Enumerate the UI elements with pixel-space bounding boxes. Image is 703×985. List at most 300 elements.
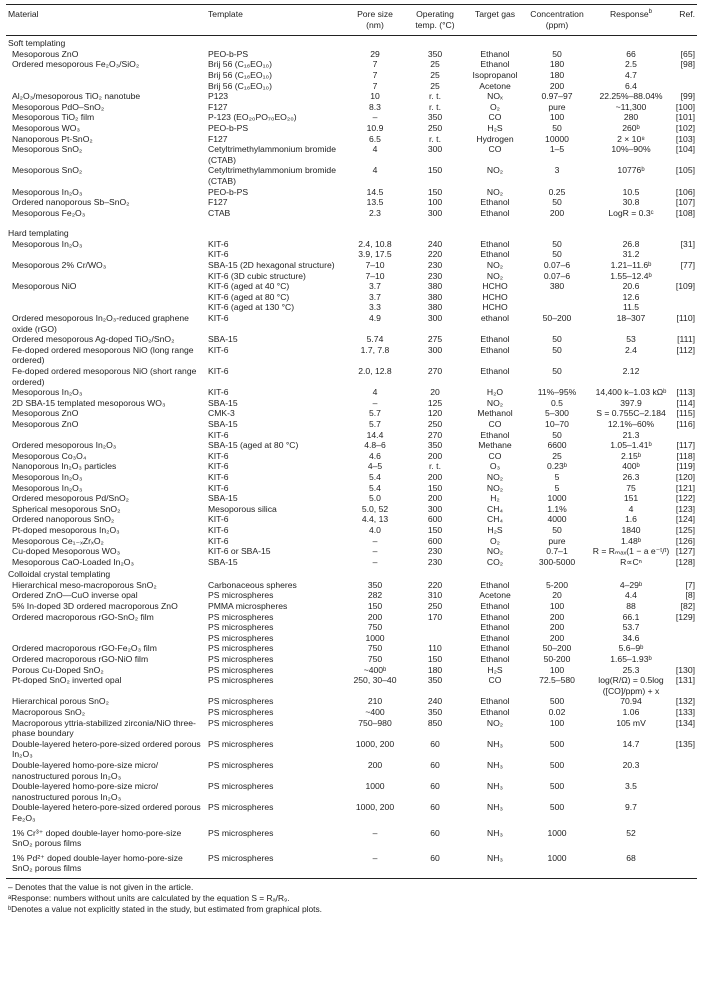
cell-concentration: 0.97–97	[541, 91, 573, 102]
header-pore-size: Pore size (nm)	[357, 9, 393, 30]
cell-concentration: 100	[549, 601, 565, 612]
cell-target-gas: CO	[488, 144, 502, 155]
cell-template: PS microspheres	[208, 852, 274, 863]
cell-template: Brij 56 (C₁₆EO₁₀)	[208, 69, 272, 80]
cell-target-gas: H₂	[490, 493, 500, 504]
cell-response: 2.4	[625, 344, 637, 355]
cell-concentration: 300-5000	[538, 556, 576, 567]
cell-template: SBA-15	[208, 397, 238, 408]
cell-template: F127	[208, 197, 228, 208]
cell-template: P123	[208, 91, 229, 102]
cell-ref: [117]	[676, 440, 695, 451]
table-row	[6, 239, 697, 250]
cell-ref: [115]	[676, 408, 695, 419]
cell-pore-size: 10	[370, 91, 380, 102]
cell-response: 52	[626, 827, 636, 838]
cell-material: Ordered mesoporous Ag-doped TiO₂/SnO₂	[12, 334, 175, 345]
cell-ref: [82]	[680, 601, 695, 612]
cell-operating-temp: 600	[427, 535, 443, 546]
cell-pore-size: 750	[367, 643, 383, 654]
cell-concentration: 50	[552, 122, 562, 133]
cell-target-gas: O₂	[489, 101, 501, 112]
cell-pore-size: 1000, 200	[355, 802, 395, 813]
cell-material: Mesoporous ZnO	[12, 418, 79, 429]
cell-operating-temp: 230	[427, 546, 443, 557]
cell-response: 10776ᵇ	[617, 165, 645, 176]
cell-target-gas: Ethanol	[480, 622, 510, 633]
cell-ref: [125]	[675, 524, 695, 535]
cell-concentration: 5–300	[545, 408, 569, 419]
cell-target-gas: O₃	[489, 461, 501, 472]
cell-pore-size: 750	[367, 622, 383, 633]
cell-operating-temp: 200	[427, 493, 443, 504]
cell-concentration: 1000	[547, 827, 567, 838]
cell-concentration: 100	[549, 717, 565, 728]
cell-operating-temp: 200	[427, 450, 443, 461]
cell-operating-temp: 60	[430, 802, 440, 813]
cell-operating-temp: 310	[427, 590, 443, 601]
cell-pore-size: 14.5	[366, 186, 384, 197]
cell-operating-temp: 270	[427, 429, 443, 440]
cell-ref	[672, 760, 697, 781]
cell-ref: [122]	[675, 493, 695, 504]
cell-response: 12.1%–60%	[607, 418, 655, 429]
cell-pore-size: 750–980	[358, 717, 392, 728]
cell-operating-temp: 380	[427, 281, 443, 292]
cell-ref	[672, 366, 697, 387]
section-title: Hard templating	[8, 228, 69, 239]
cell-pore-size: 250, 30–40	[353, 675, 397, 686]
table-row	[6, 49, 697, 60]
cell-ref: [128]	[675, 556, 695, 567]
cell-template: PS microspheres	[208, 654, 274, 665]
header-response-label: Response	[609, 9, 649, 19]
cell-material: Mesoporous SnO₂	[12, 165, 83, 176]
table-row	[6, 504, 697, 515]
cell-ref: [77]	[680, 260, 695, 271]
cell-response: 280	[623, 112, 639, 123]
cell-material: Mesoporous Co₃O₄	[12, 450, 87, 461]
cell-template: PS microspheres	[208, 622, 274, 633]
cell-pore-size: 13.5	[366, 197, 384, 208]
cell-response: 2.12	[622, 366, 640, 376]
cell-operating-temp: 230	[427, 260, 443, 271]
cell-pore-size: 2.0, 12.8	[358, 366, 392, 376]
cell-material: Double-layered homo-pore-size micro/ nanostructured porous In₂O₃	[12, 759, 159, 781]
section-header-row	[6, 218, 697, 239]
cell-target-gas: ethanol	[480, 313, 510, 324]
cell-concentration	[524, 292, 590, 303]
cell-template: PS microspheres	[208, 738, 274, 749]
cell-pore-size: –	[372, 546, 378, 557]
table-row	[6, 451, 697, 462]
cell-target-gas: Ethanol	[480, 429, 510, 440]
table-row	[6, 112, 697, 123]
header-response	[590, 5, 672, 36]
cell-ref: [127]	[675, 546, 695, 557]
header-concentration: Concentration (ppm)	[530, 9, 584, 30]
cell-target-gas: Ethanol	[480, 366, 510, 376]
cell-target-gas: NO₂	[486, 270, 504, 281]
cell-ref	[672, 654, 697, 665]
cell-template: SBA-15	[208, 493, 238, 504]
section-header-row	[6, 567, 697, 580]
cell-material: Ordered macroporous rGO-Fe₂O₃ film	[12, 643, 157, 654]
cell-operating-temp	[404, 622, 466, 633]
cell-template: Carbonaceous spheres	[208, 579, 297, 590]
cell-target-gas: Ethanol	[480, 249, 510, 260]
cell-template: F127	[208, 133, 228, 144]
cell-concentration: 20	[552, 590, 562, 601]
cell-template: KIT-6	[208, 482, 229, 493]
cell-concentration: 1000	[547, 852, 567, 863]
cell-template: KIT-6	[208, 524, 229, 535]
cell-template: KIT-6	[208, 366, 229, 376]
cell-target-gas: NO₂	[486, 546, 504, 557]
table-row	[6, 81, 697, 92]
table-header-row	[6, 5, 697, 36]
cell-material: Mesoporous In₂O₃	[12, 186, 83, 197]
cell-material: Mesoporous PdO–SnO₂	[12, 101, 105, 112]
table-row	[6, 430, 697, 441]
cell-material: Mesoporous NiO	[12, 281, 77, 292]
cell-operating-temp: 60	[430, 759, 440, 770]
cell-ref: [134]	[675, 717, 695, 728]
table-row	[6, 366, 697, 387]
cell-response: 21.3	[622, 429, 640, 440]
cell-operating-temp: 170	[427, 611, 443, 622]
cell-material: Double-layered homo-pore-size micro/ nanostructured porous In₂O₃	[12, 781, 159, 802]
cell-material: Fe-doped ordered mesoporous NiO (long range ordered)	[12, 344, 194, 366]
cell-pore-size: 150	[367, 601, 383, 612]
cell-material	[6, 633, 206, 644]
cell-ref: [8]	[685, 590, 695, 601]
table-row	[6, 536, 697, 547]
cell-operating-temp: 150	[427, 482, 443, 493]
cell-pore-size: 4	[372, 144, 378, 155]
table-footnotes	[6, 879, 697, 915]
cell-operating-temp: 180	[427, 664, 443, 675]
cell-target-gas: NH₃	[487, 802, 503, 813]
table-row	[6, 849, 697, 879]
cell-response: 400ᵇ	[622, 461, 640, 472]
cell-response: 20.3	[622, 759, 640, 770]
cell-target-gas: H₂O	[486, 387, 504, 398]
cell-ref: [99]	[680, 91, 695, 102]
cell-concentration: 1–5	[549, 144, 565, 155]
cell-ref: [105]	[675, 165, 695, 176]
cell-operating-temp: 60	[430, 781, 440, 792]
cell-response: 10%–90%	[611, 144, 651, 155]
cell-target-gas: NO₂	[486, 471, 504, 482]
header-ref: Ref.	[679, 9, 695, 19]
cell-response: 53	[626, 334, 636, 345]
cell-pore-size: 4.6	[369, 450, 381, 461]
cell-concentration: 50	[552, 366, 562, 376]
cell-template: PS microspheres	[208, 643, 274, 654]
cell-ref	[672, 292, 697, 303]
cell-response: 14,400 k–1.03 kΩᵇ	[595, 387, 667, 398]
cell-pore-size: 4.9	[369, 313, 381, 324]
cell-target-gas: NH₃	[487, 827, 503, 838]
cell-concentration: 72.5–580	[539, 675, 575, 686]
cell-concentration: 50	[552, 48, 562, 59]
cell-target-gas: Ethanol	[480, 59, 510, 70]
cell-material	[6, 81, 206, 92]
table-row	[6, 408, 697, 419]
table-row	[6, 260, 697, 271]
table-row	[6, 70, 697, 81]
cell-ref	[672, 802, 697, 823]
cell-template: KIT-6 (aged at 130 °C)	[208, 302, 295, 313]
cell-template: KIT-6 or SBA-15	[208, 546, 271, 557]
cell-ref	[672, 633, 697, 644]
cell-target-gas: Ethanol	[480, 334, 510, 345]
cell-material: Mesoporous In₂O₃	[12, 238, 83, 249]
cell-ref: [102]	[675, 122, 695, 133]
table-row	[6, 144, 697, 165]
cell-template: KIT-6 (aged at 40 °C)	[208, 281, 290, 292]
cell-material: Ordered macroporous rGO-SnO₂ film	[12, 611, 154, 622]
cell-material: 2D SBA-15 templated mesoporous WO₃	[12, 397, 166, 408]
cell-concentration: 4000	[547, 514, 567, 525]
cell-response: 1.65–1.93ᵇ	[610, 654, 652, 665]
cell-target-gas: Ethanol	[480, 207, 510, 218]
cell-ref: [103]	[675, 133, 695, 144]
cell-template: KIT-6	[208, 249, 229, 260]
cell-material: Pt-doped SnO₂ inverted opal	[12, 675, 122, 686]
cell-ref: [112]	[676, 344, 695, 355]
cell-pore-size: 5.0	[369, 493, 381, 504]
cell-concentration: 0.07–6	[543, 270, 571, 281]
cell-material: Mesoporous WO₃	[12, 122, 80, 133]
cell-material: Spherical mesoporous SnO₂	[12, 503, 121, 514]
cell-response: 66	[626, 48, 636, 59]
cell-template: SBA-15 (2D hexagonal structure)	[208, 260, 335, 271]
cell-pore-size: 14.4	[366, 429, 384, 440]
cell-pore-size: 4	[372, 387, 378, 398]
cell-response: 25.3	[622, 664, 640, 675]
cell-target-gas: NO₂	[486, 260, 504, 271]
cell-operating-temp: 300	[427, 207, 443, 218]
cell-response: 75	[626, 482, 636, 493]
cell-template: PS microspheres	[208, 675, 274, 686]
cell-material: Hierarchical meso-macroporous SnO₂	[12, 579, 157, 590]
table-row	[6, 633, 697, 644]
cell-pore-size: 29	[370, 48, 380, 59]
cell-material: Hierarchical porous SnO₂	[12, 696, 109, 707]
cell-template: SBA-15 (aged at 80 °C)	[208, 440, 299, 451]
cell-response: 70.94	[620, 696, 642, 707]
cell-material: Nanoporous Pt-SnO₂	[12, 133, 93, 144]
cell-operating-temp: 275	[427, 334, 443, 345]
cell-material: Cu-doped Mesoporous WO₃	[12, 546, 121, 557]
cell-concentration: 180	[549, 59, 565, 70]
cell-concentration: 50–200	[542, 643, 572, 654]
table-row	[6, 612, 697, 623]
table-row	[6, 461, 697, 472]
cell-operating-temp: 300	[427, 344, 443, 355]
table-row	[6, 718, 697, 739]
cell-pore-size: 350	[367, 579, 383, 590]
cell-response: 4.4	[625, 590, 637, 601]
cell-response: 12.6	[622, 291, 640, 302]
cell-concentration: 25	[552, 450, 562, 461]
cell-response: 2.5	[625, 59, 637, 70]
cell-target-gas: Ethanol	[480, 579, 510, 590]
cell-response: 53.7	[622, 622, 640, 633]
cell-ref: [129]	[675, 611, 695, 622]
cell-target-gas: NO₂	[486, 717, 504, 728]
cell-ref: [111]	[677, 334, 695, 345]
header-material: Material	[8, 9, 39, 19]
table-row	[6, 824, 697, 849]
table-row	[6, 134, 697, 145]
cell-target-gas: CO₂	[486, 556, 504, 567]
cell-response: 6.4	[625, 80, 637, 91]
section-title: Soft templating	[8, 38, 66, 49]
cell-template: PS microspheres	[208, 827, 274, 838]
cell-operating-temp: 250	[427, 601, 443, 612]
table-row	[6, 739, 697, 760]
cell-template: PEO-b-PS	[208, 48, 249, 59]
cell-material: Ordered mesoporous In₂O₃	[12, 440, 117, 451]
cell-material: Macroporous yttria-stabilized zirconia/NiO three-phase boundary	[12, 717, 196, 739]
cell-operating-temp: 250	[427, 418, 443, 429]
cell-ref: [132]	[675, 696, 695, 707]
table-body	[6, 36, 697, 879]
cell-material: Ordered macroporous rGO-NiO film	[12, 654, 149, 665]
cell-pore-size: 750	[367, 654, 383, 665]
cell-concentration: 200	[549, 80, 565, 91]
cell-template: KIT-6	[208, 471, 229, 482]
cell-operating-temp: 25	[430, 80, 440, 91]
cell-operating-temp: 60	[430, 738, 440, 749]
table-row	[6, 601, 697, 612]
cell-template: PS microspheres	[208, 759, 274, 770]
cell-operating-temp: 150	[427, 186, 443, 197]
cell-pore-size: 3.7	[369, 291, 381, 302]
cell-pore-size: –	[372, 112, 378, 123]
footnote-dash: – Denotes that the value is not given in the article.	[8, 881, 194, 892]
cell-ref: [7]	[685, 579, 695, 590]
cell-pore-size: 10.9	[366, 122, 384, 133]
table-row	[6, 580, 697, 591]
table-row	[6, 249, 697, 260]
cell-target-gas: CH₄	[487, 503, 503, 514]
cell-target-gas: Methanol	[477, 408, 513, 419]
cell-concentration: 200	[549, 207, 565, 218]
cell-concentration: 0.07–6	[543, 260, 571, 271]
cell-pore-size: 1000, 200	[355, 738, 395, 749]
cell-concentration: 5	[554, 482, 560, 493]
cell-operating-temp: 240	[427, 696, 443, 707]
cell-ref: [135]	[675, 738, 695, 749]
cell-template: Cetyltrimethylammonium bromide (CTAB)	[208, 165, 336, 186]
cell-target-gas: Methane	[478, 440, 512, 451]
cell-operating-temp: 350	[427, 675, 443, 686]
cell-response: ~11,300	[615, 101, 647, 112]
cell-concentration: 50-200	[543, 654, 571, 665]
cell-pore-size: 4.0	[369, 524, 381, 535]
cell-material: Ordered nanoporous SnO₂	[12, 514, 115, 525]
cell-operating-temp: r. t.	[429, 101, 441, 112]
cell-material: 1% Pd²⁺ doped double-layer homo-pore-size SnO₂ porous films	[12, 852, 183, 874]
table-row	[6, 696, 697, 707]
cell-material: Ordered nanoporous Sb–SnO₂	[12, 197, 130, 208]
cell-operating-temp: 230	[427, 556, 443, 567]
cell-pore-size: 1000	[365, 632, 385, 643]
cell-material: Mesoporous CaO-Loaded In₂O₃	[12, 556, 134, 567]
cell-operating-temp: 300	[427, 313, 443, 324]
cell-material: Pt-doped mesoporous In₂O₃	[12, 524, 120, 535]
cell-pore-size: 7	[372, 80, 378, 91]
cell-material: Mesoporous ZnO	[12, 408, 79, 419]
cell-concentration: 500	[549, 696, 565, 707]
cell-concentration: 0.23ᵇ	[547, 461, 567, 472]
cell-operating-temp: 600	[427, 514, 443, 525]
cell-material	[6, 430, 206, 441]
cell-concentration: 5-200	[546, 579, 568, 590]
cell-target-gas: Isopropanol	[472, 69, 518, 80]
cell-concentration: 500	[549, 781, 565, 792]
cell-pore-size: 5.7	[369, 408, 381, 419]
cell-target-gas: Ethanol	[480, 48, 510, 59]
cell-concentration: 11%–95%	[537, 387, 577, 398]
cell-pore-size: 3.9, 17.5	[358, 249, 392, 260]
cell-target-gas: O₂	[489, 535, 501, 546]
cell-pore-size: 7–10	[365, 260, 385, 271]
cell-operating-temp: 60	[430, 852, 440, 863]
cell-target-gas: HCHO	[482, 302, 508, 313]
cell-operating-temp: 25	[430, 69, 440, 80]
cell-response: 26.8	[622, 238, 640, 249]
cell-response: 1.6	[625, 514, 637, 525]
cell-material: 1% Cr³⁺ doped double-layer homo-pore-size SnO₂ porous films	[12, 827, 182, 849]
cell-material: Mesoporous In₂O₃	[12, 471, 83, 482]
cell-response: 10.5	[622, 186, 640, 197]
cell-ref	[672, 302, 697, 313]
cell-target-gas: Ethanol	[480, 643, 510, 654]
table-row	[6, 281, 697, 292]
table-row	[6, 546, 697, 557]
cell-operating-temp: 350	[427, 440, 443, 451]
cell-ref	[672, 249, 697, 260]
cell-concentration: 50	[552, 249, 562, 260]
table-row	[6, 398, 697, 409]
cell-target-gas: CH₄	[487, 514, 503, 525]
cell-pore-size: 8.3	[369, 101, 381, 112]
table-row	[6, 165, 697, 186]
cell-operating-temp: 125	[427, 397, 443, 408]
cell-operating-temp: 25	[430, 59, 440, 70]
cell-operating-temp: 300	[427, 503, 443, 514]
cell-ref	[672, 271, 697, 282]
cell-response: LogR = 0.3ᶜ	[608, 207, 654, 218]
cell-material	[6, 292, 206, 303]
cell-material: 5% In-doped 3D ordered macroporous ZnO	[12, 601, 178, 612]
cell-operating-temp: 100	[427, 197, 443, 208]
cell-ref: [118]	[676, 450, 695, 461]
cell-pore-size: 4.8–6	[364, 440, 386, 451]
cell-pore-size: –	[372, 535, 378, 546]
cell-operating-temp: r. t.	[429, 133, 441, 144]
cell-concentration	[524, 302, 590, 313]
cell-pore-size: 5.74	[366, 334, 384, 345]
cell-template: KIT-6	[208, 238, 229, 249]
cell-concentration: 50	[552, 429, 562, 440]
cell-pore-size: 5.4	[369, 482, 381, 493]
